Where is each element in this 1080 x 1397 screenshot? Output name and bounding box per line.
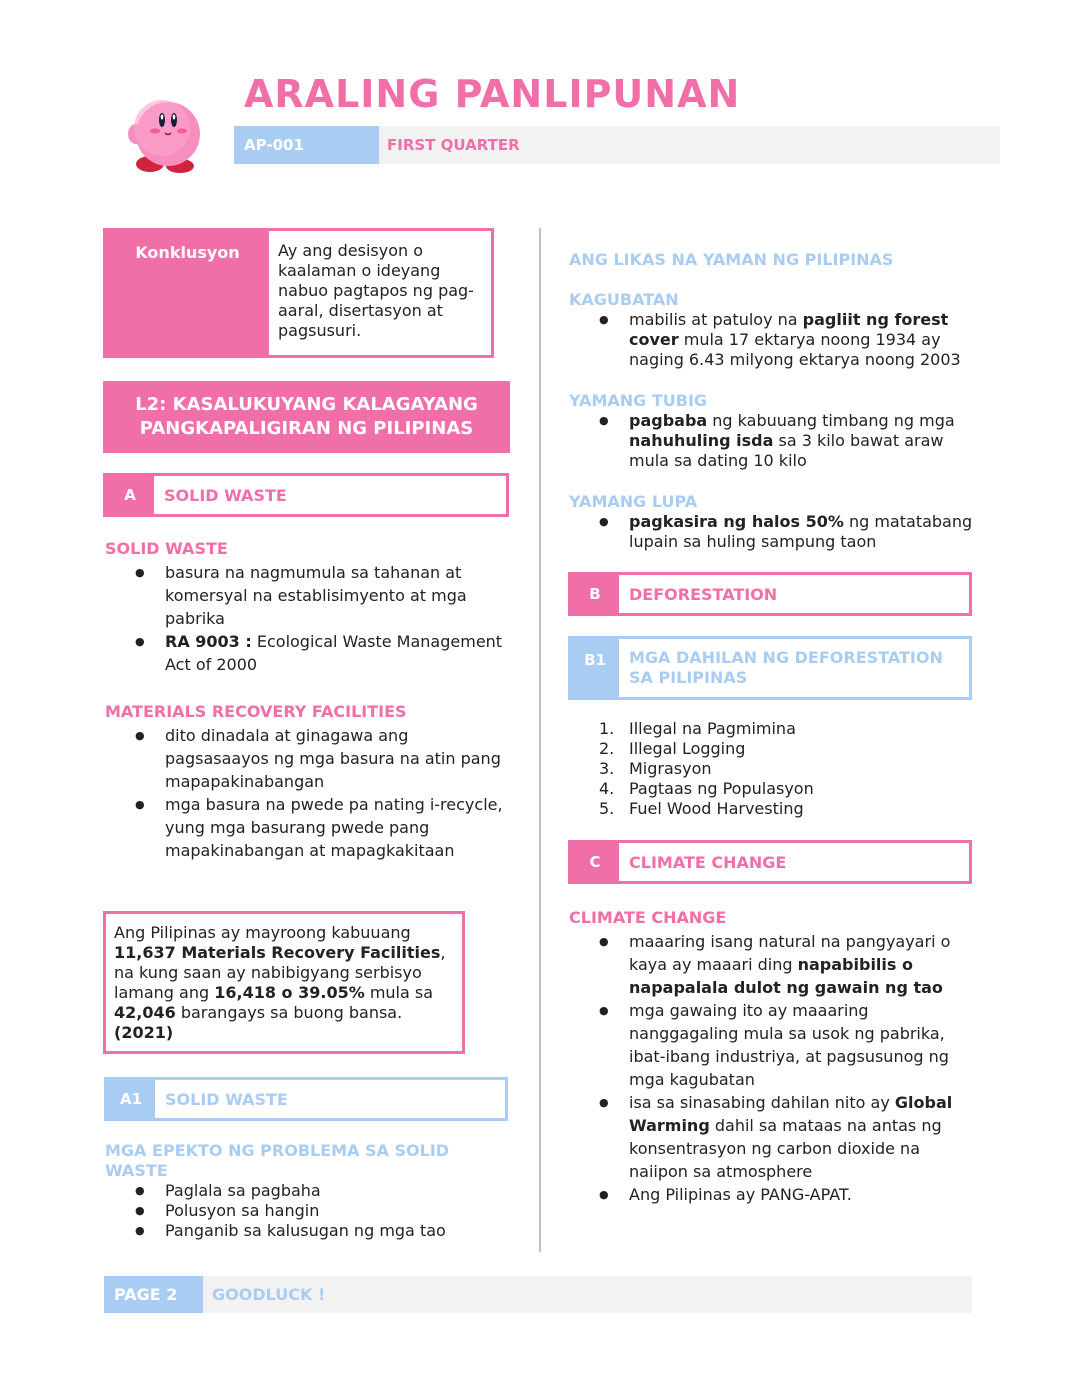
mrf-list: [105, 724, 505, 862]
deforestation-causes-list: [569, 719, 969, 819]
list-item: ● Polusyon sa hangin: [105, 1201, 525, 1221]
page-title: ARALING PANLIPUNAN: [244, 72, 741, 116]
list-item: 2. Illegal Logging: [599, 739, 746, 758]
konklusyon-box: [103, 228, 494, 358]
mrf-statistics-box: Ang Pilipinas ay mayroong kabuuang 11,637 Materials Recovery Facilities, na kung saan ay nabibigyang serbisyo lamang ang 16,418 o 39.05% mula sa 42,046 barangays sa buong bansa. (2021): [103, 911, 465, 1054]
section-c-label: CLIMATE CHANGE: [629, 852, 787, 872]
climate-change-list: [569, 930, 974, 1206]
likas-yaman-heading: ANG LIKAS NA YAMAN NG PILIPINAS: [569, 250, 894, 269]
list-item: ● isa sa sinasabing dahilan nito ay Global Warming dahil sa mataas na antas ng konsentrasyon ng carbon dioxide na naiipon sa atmosphere: [569, 1091, 974, 1183]
list-item: 4. Pagtaas ng Populasyon: [599, 779, 814, 798]
list-item: ● RA 9003 : Ecological Waste Management Act of 2000: [105, 630, 525, 676]
list-item: ● Paglala sa pagbaha: [105, 1181, 525, 1201]
kagubatan-list: [569, 310, 979, 370]
list-item: ● mga basura na pwede pa nating i-recycle, yung mga basurang pwede pang mapakinabangan at mapagkakitaan: [105, 793, 505, 862]
yamang-lupa-list: [569, 512, 979, 552]
list-item: ● Ang Pilipinas ay PANG-APAT.: [569, 1183, 974, 1206]
list-item: ● pagkasira ng halos 50% ng matatabang lupain sa huling sampung taon: [569, 512, 979, 552]
section-a-letter: A: [106, 476, 154, 514]
subject-code: AP-001: [234, 126, 379, 164]
list-item: ● maaaring isang natural na pangyayari o kaya ay maaari ding napabibilis o napapalala dulot ng gawain ng tao: [569, 930, 974, 999]
list-item: 3. Migrasyon: [599, 759, 712, 778]
column-divider: [539, 228, 541, 1252]
section-b-label: DEFORESTATION: [629, 584, 778, 604]
list-item: ● pagbaba ng kabuuang timbang ng mga nahuhuling isda sa 3 kilo bawat araw mula sa dating 10 kilo: [569, 411, 979, 471]
section-a-label: SOLID WASTE: [164, 485, 287, 505]
list-item: ● mabilis at patuloy na pagliit ng forest cover mula 17 ektarya noong 1934 ay naging 6.43 milyong ektarya noong 2003: [569, 310, 979, 370]
list-item: 1. Illegal na Pagmimina: [599, 719, 796, 738]
mrf-heading: MATERIALS RECOVERY FACILITIES: [105, 702, 407, 721]
kagubatan-heading: KAGUBATAN: [569, 290, 679, 309]
footer-bar: [104, 1276, 972, 1313]
list-item: ● mga gawaing ito ay maaaring nanggagaling mula sa usok ng pabrika, ibat-ibang industriya, at pagsusunog ng mga kagubatan: [569, 999, 974, 1091]
section-a1-letter: A1: [107, 1080, 155, 1118]
page-number: PAGE 2: [104, 1276, 203, 1313]
section-a1-label: SOLID WASTE: [165, 1089, 288, 1109]
epekto-list: [105, 1181, 525, 1241]
konklusyon-definition: Ay ang desisyon o kaalaman o ideyang nabuo pagtapos ng pag-aaral, disertasyon at pagsusuri.: [278, 241, 474, 340]
konklusyon-label: Konklusyon: [106, 231, 269, 355]
section-b-header: [568, 572, 972, 616]
solid-waste-list: [105, 561, 525, 676]
lesson-title: L2: KASALUKUYANG KALAGAYANG PANGKAPALIGIRAN NG PILIPINAS: [103, 381, 510, 453]
list-item: 5. Fuel Wood Harvesting: [599, 799, 804, 818]
footer-message: GOODLUCK !: [212, 1285, 326, 1304]
section-b1-label: MGA DAHILAN NG DEFORESTATION SA PILIPINAS: [629, 648, 943, 687]
yamang-lupa-heading: YAMANG LUPA: [569, 492, 698, 511]
quarter-label: FIRST QUARTER: [387, 136, 520, 154]
yamang-tubig-list: [569, 411, 979, 471]
kirby-mascot-image: [128, 100, 208, 174]
section-a1-header: [104, 1077, 508, 1121]
section-c-header: [568, 840, 972, 884]
climate-change-heading: CLIMATE CHANGE: [569, 908, 727, 927]
list-item: ● dito dinadala at ginagawa ang pagsasaayos ng mga basura na atin pang mapapakinabangan: [105, 724, 505, 793]
section-b-letter: B: [571, 575, 619, 613]
solid-waste-heading: SOLID WASTE: [105, 539, 228, 558]
epekto-heading: MGA EPEKTO NG PROBLEMA SA SOLID WASTE: [105, 1141, 450, 1180]
yamang-tubig-heading: YAMANG TUBIG: [569, 391, 708, 410]
section-b1-header: [568, 636, 972, 700]
header-bar: [234, 126, 1000, 164]
section-c-letter: C: [571, 843, 619, 881]
section-b1-letter: B1: [571, 639, 619, 697]
list-item: ● basura na nagmumula sa tahanan at komersyal na establisimyento at mga pabrika: [105, 561, 525, 630]
section-a-header: [103, 473, 509, 517]
list-item: ● Panganib sa kalusugan ng mga tao: [105, 1221, 525, 1241]
